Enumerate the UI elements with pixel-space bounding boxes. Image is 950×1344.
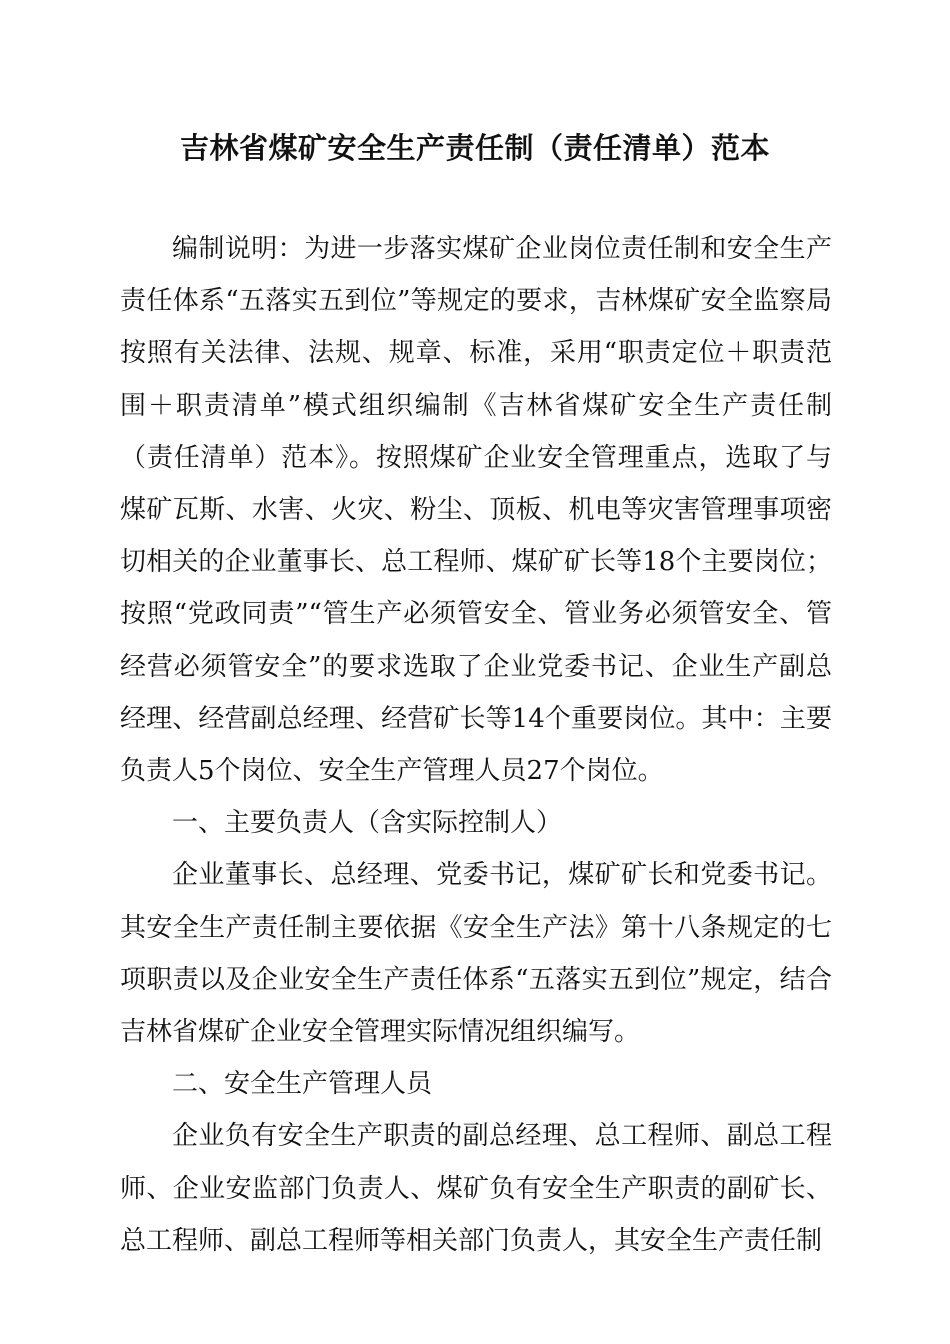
document-body [120,223,832,1267]
principal-responsible-paragraph: 企业董事长、总经理、党委书记，煤矿矿长和党委书记。其安全生产责任制主要依据《安全生产法》第十八条规定的七项职责以及企业安全生产责任体系“五落实五到位”规定，结合吉林省煤矿企业安全管理实际情况组织编写。 [120,860,832,1048]
document-title: 吉林省煤矿安全生产责任制（责任清单）范本 [179,131,770,165]
safety-managers-paragraph: 企业负有安全生产职责的副总经理、总工程师、副总工程师、企业安监部门负责人、煤矿负有安全生产职责的副矿长、总工程师、副总工程师等相关部门负责人，其安全生产责任制 [120,1121,832,1256]
section-heading-safety-managers: 二、安全生产管理人员 [172,1069,433,1100]
compilation-note-paragraph: 编制说明：为进一步落实煤矿企业岗位责任制和安全生产责任体系“五落实五到位”等规定的要求，吉林煤矿安全监察局按照有关法律、法规、规章、标准，采用“职责定位＋职责范围＋职责清单”模式组织编制《吉林省煤矿安全生产责任制（责任清单）范本》。按照煤矿企业安全管理重点，选取了与煤矿瓦斯、水害、火灾、粉尘、顶板、机电等灾害管理事项密切相关的企业董事长、总工程师、煤矿矿长等18个主要岗位；按照“党政同责”“管生产必须管安全、管业务必须管安全、管经营必须管安全”的要求选取了企业党委书记、企业生产副总经理、经营副总经理、经营矿长等14个重要岗位。其中：主要负责人5个岗位、安全生产管理人员27个岗位。 [120,234,832,787]
section-heading-principal-responsible: 一、主要负责人（含实际控制人） [172,808,563,839]
